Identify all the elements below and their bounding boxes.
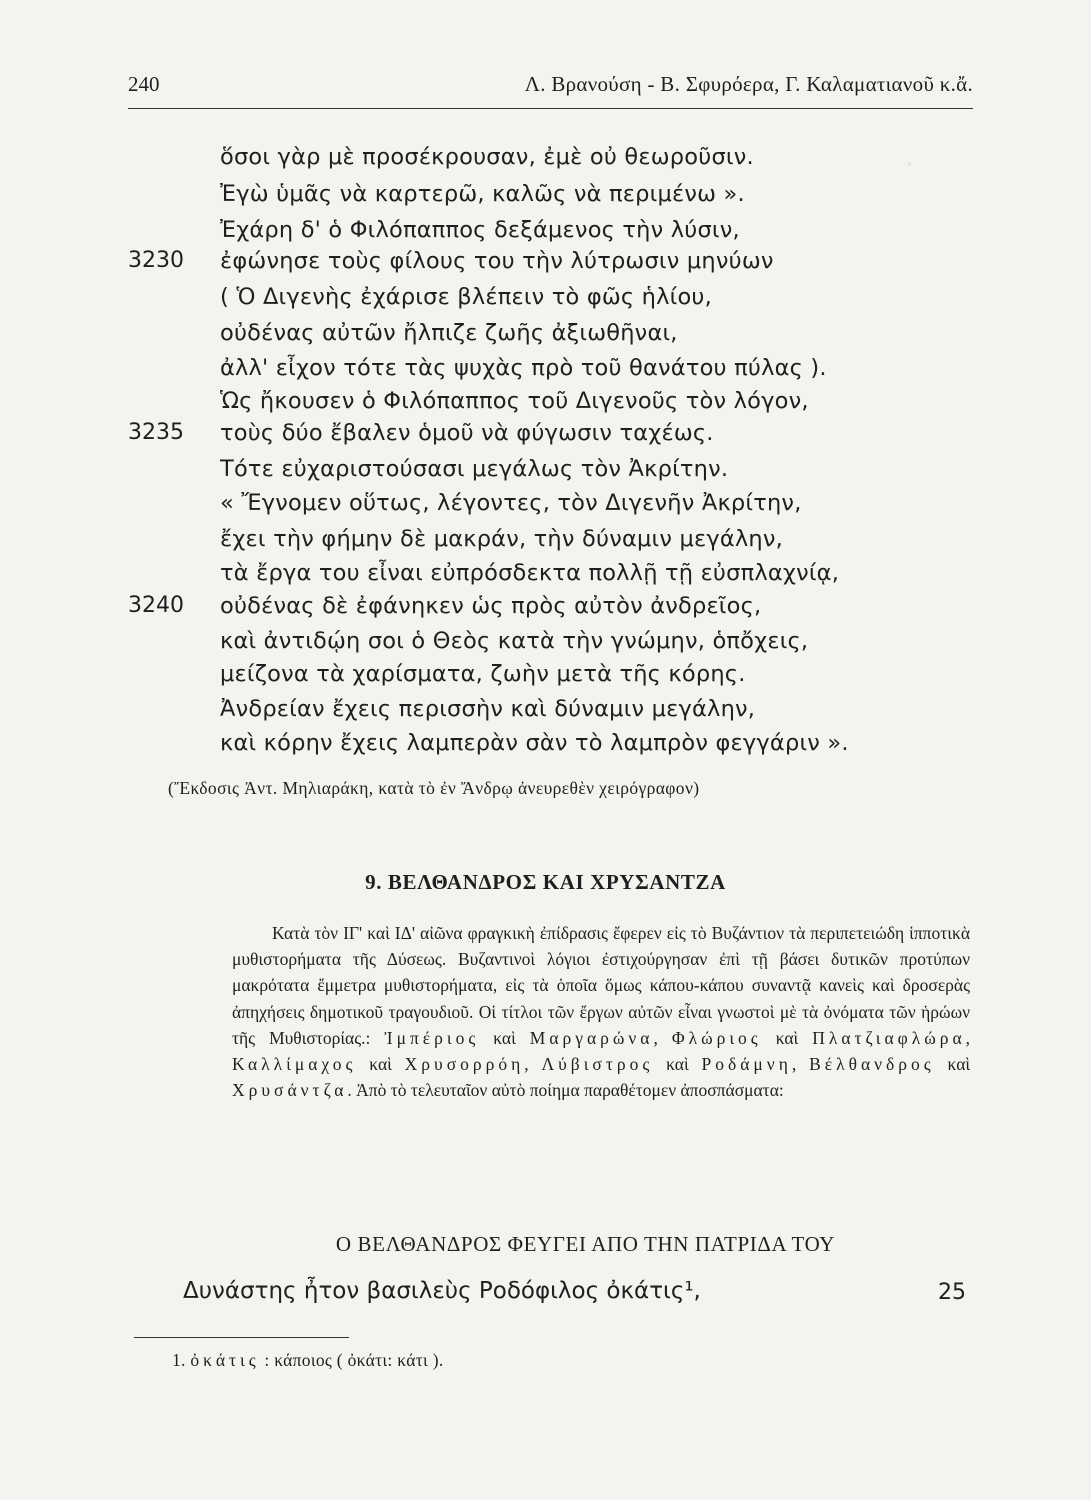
- footnote-gloss: : κάποιος ( ὀκάτι: κάτι ).: [264, 1350, 444, 1370]
- work-title: Μαργαρώνα: [529, 1027, 654, 1048]
- conjunction: καὶ: [947, 1054, 971, 1075]
- work-title: Πλατζιαφλώρα: [812, 1027, 966, 1048]
- poem-line: ἔχει τὴν φήμην δὲ μακράν, τὴν δύναμιν μεγάλην,: [220, 526, 783, 552]
- poem-line: Ὡς ἤκουσεν ὁ Φιλόπαππος τοῦ Διγενοῦς τὸν λόγον,: [220, 388, 809, 414]
- subsection-title: Ο ΒΕΛΘΑΝΔΡΟΣ ΦΕΥΓΕΙ ΑΠΟ ΤΗΝ ΠΑΤΡΙΔΑ ΤΟΥ: [335, 1232, 836, 1256]
- work-title: Ροδάμνη: [701, 1054, 792, 1075]
- work-title: Βέλθανδρος: [809, 1054, 935, 1075]
- bleed-through: ·: [905, 150, 915, 181]
- poem-line: οὐδένας δὲ ἐφάνηκεν ὡς πρὸς αὐτὸν ἀνδρεῖος,: [220, 593, 762, 619]
- poem-line: οὐδένας αὐτῶν ἤλπιζε ζωῆς ἀξιωθῆναι,: [220, 320, 678, 346]
- poem-line: ( Ὁ Διγενὴς ἐχάρισε βλέπειν τὸ φῶς ἡλίου,: [220, 284, 713, 310]
- footnote-divider: [134, 1337, 349, 1338]
- section-intro: [232, 920, 970, 1103]
- section-title: [0, 870, 1091, 895]
- conjunction: καὶ: [666, 1054, 689, 1075]
- poem-line: ἀλλ' εἶχον τότε τὰς ψυχὰς πρὸ τοῦ θανάτου πύλας ).: [220, 355, 827, 381]
- poem-line: Ἐχάρη δ' ὁ Φιλόπαππος δεξάμενος τὴν λύσιν,: [220, 217, 740, 243]
- conjunction: καὶ: [775, 1027, 799, 1048]
- running-head: Λ. Βρανούση - Β. Σφυρόερα, Γ. Καλαματιανοῦ κ.ἄ.: [524, 72, 973, 96]
- footnote-marker: 1.: [172, 1350, 186, 1370]
- footnote: [172, 1350, 444, 1371]
- poem-line: καὶ ἀντιδῴη σοι ὁ Θεὸς κατὰ τὴν γνώμην, ὁπὄχεις,: [220, 628, 809, 654]
- source-note: (Ἔκδοσις Ἀντ. Μηλιαράκη, κατὰ τὸ ἐν Ἄνδρῳ ἀνευρεθὲν χειρόγραφον): [168, 778, 700, 798]
- intro-text: Ἀπὸ τὸ τελευταῖον αὐτὸ ποίημα παραθέτομεν ἀποσπάσματα:: [356, 1080, 784, 1101]
- line-number: 3240: [128, 593, 184, 618]
- conjunction: καὶ: [493, 1027, 516, 1048]
- verse-line: Δυνάστης ἦτον βασιλεὺς Ροδόφιλος ὀκάτις¹,: [183, 1278, 701, 1304]
- poem-line: « Ἔγνομεν οὕτως, λέγοντες, τὸν Διγενῆν Ἀκρίτην,: [220, 490, 802, 516]
- intro-text: Κατὰ τὸν ΙΓ' καὶ ΙΔ' αἰῶνα φραγκικὴ ἐπίδρασις ἔφερεν εἰς τὸ Βυζάντιον τὰ περιπετειώδη ἱπποτικὰ μυθιστορήματα τῆς Δύσεως. Βυζαντινοὶ λόγιοι ἐστιχούργησαν ἐπὶ τῇ βάσει δυτικῶν προτύπων μακρότατα ἔμμετρα μυθιστορήματα, εἰς τὰ ὁποῖα ὅμως κάπου-κάπου συναντᾷ κανεὶς καὶ δροσερὰς ἀπηχήσεις δημοτικοῦ τραγουδιοῦ. Οἱ τίτλοι τῶν ἔργων αὐτῶν εἶναι γνωστοὶ μὲ τὰ ὀνόματα τῶν ἡρώων τῆς Μυθιστορίας.:: [232, 923, 970, 1048]
- poem-line: Τότε εὐχαριστούσασι μεγάλως τὸν Ἀκρίτην.: [220, 456, 729, 482]
- work-title: Φλώριος: [671, 1027, 762, 1048]
- poem-line: ἐφώνησε τοὺς φίλους του τὴν λύτρωσιν μηνύων: [220, 248, 774, 274]
- poem-line: τοὺς δύο ἔβαλεν ὁμοῦ νὰ φύγωσιν ταχέως.: [220, 420, 714, 446]
- footnote-word: ὀκάτις: [190, 1350, 260, 1370]
- work-title: Ἰμπέριος: [384, 1027, 480, 1048]
- line-number: 3235: [128, 420, 184, 445]
- work-title: Χρυσορρόη: [404, 1054, 525, 1075]
- work-title: Καλλίμαχος: [232, 1054, 357, 1075]
- work-title: Χρυσάντζα: [232, 1080, 348, 1101]
- line-number: 3230: [128, 248, 184, 273]
- verse-number: 25: [938, 1280, 966, 1305]
- conjunction: καὶ: [369, 1054, 392, 1075]
- section-title-text: 9. ΒΕΛΘΑΝΔΡΟΣ ΚΑΙ ΧΡΥΣΑΝΤΖΑ: [365, 870, 726, 894]
- poem-line: Ἐγὼ ὑμᾶς νὰ καρτερῶ, καλῶς νὰ περιμένω ».: [220, 181, 745, 207]
- poem-line: Ἀνδρείαν ἔχεις περισσὴν καὶ δύναμιν μεγάλην,: [220, 696, 756, 722]
- work-title: Λύβιστρος: [541, 1054, 654, 1075]
- poem-line: ὅσοι γὰρ μὲ προσέκρουσαν, ἐμὲ οὐ θεωροῦσιν.: [220, 144, 754, 170]
- poem-line: καὶ κόρην ἔχεις λαμπερὰν σὰν τὸ λαμπρὸν φεγγάριν ».: [220, 730, 849, 756]
- intro-paragraph: Κατὰ τὸν ΙΓ' καὶ ΙΔ' αἰῶνα φραγκικὴ ἐπίδρασις ἔφερεν εἰς τὸ Βυζάντιον τὰ περιπετειώδη ἱπποτικὰ μυθιστορήματα τῆς Δύσεως. Βυζαντινοὶ λόγιοι ἐστιχούργησαν ἐπὶ τῇ βάσει δυτικῶν προτύπων μακρότατα ἔμμετρα μυθιστορήματα, εἰς τὰ ὁποῖα ὅμως κάπου-κάπου συναντᾷ κανεὶς καὶ δροσερὰς ἀπηχήσεις δημοτικοῦ τραγουδιοῦ. Οἱ τίτλοι τῶν ἔργων αὐτῶν εἶναι γνωστοὶ μὲ τὰ ὀνόματα τῶν ἡρώων τῆς Μυθιστορίας.: Ἰμπέριος καὶ Μαργαρώνα, Φλώριος καὶ Πλατζιαφλώρα, Καλλίμαχος καὶ Χρυσορρόη, Λύβιστρος καὶ Ροδάμνη, Βέλθανδρος καὶ Χρυσάντζα. Ἀπὸ τὸ τελευταῖον αὐτὸ ποίημα παραθέτομεν ἀποσπάσματα:: [232, 923, 971, 1101]
- poem-line: τὰ ἔργα του εἶναι εὐπρόσδεκτα πολλῇ τῇ εὐσπλαχνίᾳ,: [220, 560, 840, 586]
- poem-line: μείζονα τὰ χαρίσματα, ζωὴν μετὰ τῆς κόρης.: [220, 661, 746, 687]
- running-header: [128, 68, 973, 109]
- page-number: 240: [128, 72, 160, 96]
